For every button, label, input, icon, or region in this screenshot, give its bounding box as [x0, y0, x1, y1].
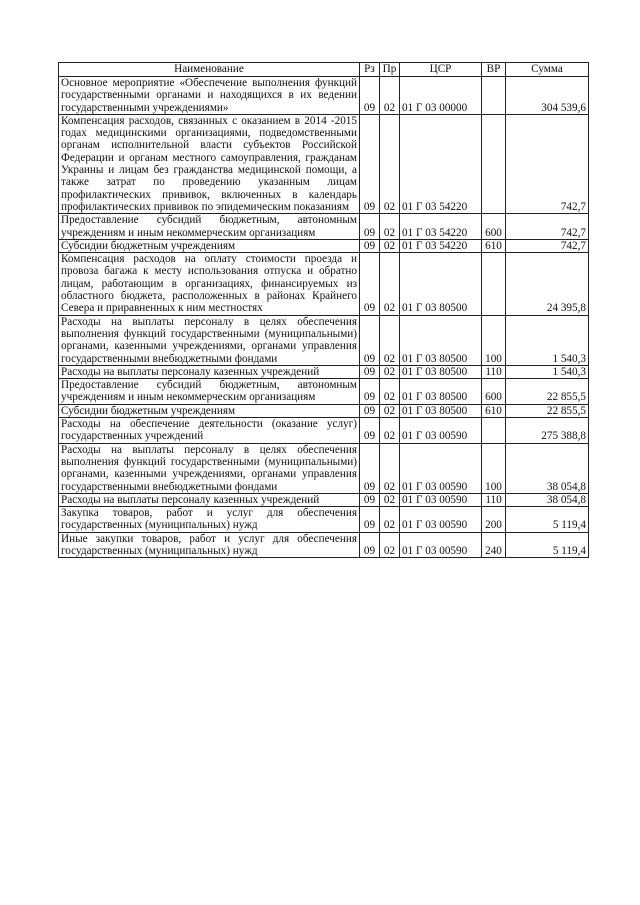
- row-vr: [482, 77, 506, 115]
- row-name: Предоставление субсидий бюджетным, автономным учреждениям и иным некоммерческим организациям: [59, 214, 360, 240]
- row-sum: 742,7: [506, 214, 589, 240]
- row-vr: [482, 114, 506, 213]
- row-sum: 742,7: [506, 114, 589, 213]
- row-vr: 240: [482, 532, 506, 558]
- row-pr: 02: [380, 315, 400, 365]
- row-rz: 09: [360, 239, 380, 252]
- row-vr: [482, 253, 506, 315]
- row-csr: 01 Г 03 80500: [400, 404, 482, 417]
- row-pr: 02: [380, 532, 400, 558]
- row-name: Расходы на выплаты персоналу в целях обеспечения выполнения функций государственными (муниципальными) органами, казенными учреждениями, органами управления государственными внебюджетными фондами: [59, 443, 360, 493]
- row-sum: 1 540,3: [506, 315, 589, 365]
- row-rz: 09: [360, 443, 380, 493]
- row-pr: 02: [380, 493, 400, 506]
- row-vr: 610: [482, 239, 506, 252]
- row-csr: 01 Г 03 80500: [400, 365, 482, 378]
- document-page: [58, 62, 588, 558]
- row-sum: 22 855,5: [506, 379, 589, 405]
- row-vr: 110: [482, 493, 506, 506]
- table-row: [59, 239, 589, 252]
- row-vr: 100: [482, 315, 506, 365]
- header-sum: Сумма: [506, 63, 589, 77]
- row-pr: 02: [380, 77, 400, 115]
- row-rz: 09: [360, 507, 380, 533]
- table-row: [59, 443, 589, 493]
- row-rz: 09: [360, 365, 380, 378]
- row-sum: 38 054,8: [506, 493, 589, 506]
- header-pr: Пр: [380, 63, 400, 77]
- row-name: Расходы на выплаты персоналу казенных учреждений: [59, 493, 360, 506]
- row-vr: 200: [482, 507, 506, 533]
- table-body: [59, 77, 589, 558]
- row-csr: 01 Г 03 80500: [400, 315, 482, 365]
- row-name: Расходы на выплаты персоналу в целях обеспечения выполнения функций государственными (муниципальными) органами, казенными учреждениями, органами управления государственными внебюджетными фондами: [59, 315, 360, 365]
- row-csr: 01 Г 03 00590: [400, 443, 482, 493]
- row-pr: 02: [380, 253, 400, 315]
- row-sum: 275 388,8: [506, 418, 589, 444]
- row-name: Предоставление субсидий бюджетным, автономным учреждениям и иным некоммерческим организациям: [59, 379, 360, 405]
- table-row: [59, 493, 589, 506]
- row-rz: 09: [360, 532, 380, 558]
- row-pr: 02: [380, 214, 400, 240]
- row-pr: 02: [380, 507, 400, 533]
- table-row: [59, 404, 589, 417]
- row-sum: 22 855,5: [506, 404, 589, 417]
- row-sum: 5 119,4: [506, 507, 589, 533]
- row-pr: 02: [380, 239, 400, 252]
- row-csr: 01 Г 03 80500: [400, 379, 482, 405]
- budget-table: [58, 62, 589, 558]
- row-csr: 01 Г 03 54220: [400, 239, 482, 252]
- row-name: Расходы на выплаты персоналу казенных учреждений: [59, 365, 360, 378]
- table-header: [59, 63, 589, 77]
- row-rz: 09: [360, 315, 380, 365]
- table-row: [59, 214, 589, 240]
- row-rz: 09: [360, 77, 380, 115]
- row-name: Закупка товаров, работ и услуг для обеспечения государственных (муниципальных) нужд: [59, 507, 360, 533]
- row-csr: 01 Г 03 54220: [400, 214, 482, 240]
- row-pr: 02: [380, 443, 400, 493]
- row-name: Компенсация расходов на оплату стоимости проезда и провоза багажа к месту использования отпуска и обратно лицам, работающим в организациях, финансируемых из областного бюджета, расположенных в районах Крайнего Севера и приравненных к ним местностях: [59, 253, 360, 315]
- table-row: [59, 77, 589, 115]
- row-vr: 600: [482, 379, 506, 405]
- row-vr: 100: [482, 443, 506, 493]
- row-rz: 09: [360, 114, 380, 213]
- table-row: [59, 379, 589, 405]
- row-sum: 742,7: [506, 239, 589, 252]
- row-csr: 01 Г 03 00000: [400, 77, 482, 115]
- row-vr: 610: [482, 404, 506, 417]
- row-vr: 600: [482, 214, 506, 240]
- table-row: [59, 114, 589, 213]
- row-rz: 09: [360, 379, 380, 405]
- row-vr: [482, 418, 506, 444]
- table-row: [59, 365, 589, 378]
- table-row: [59, 507, 589, 533]
- row-sum: 304 539,6: [506, 77, 589, 115]
- row-csr: 01 Г 03 00590: [400, 507, 482, 533]
- row-rz: 09: [360, 418, 380, 444]
- table-row: [59, 253, 589, 315]
- row-pr: 02: [380, 404, 400, 417]
- row-vr: 110: [482, 365, 506, 378]
- header-rz: Рз: [360, 63, 380, 77]
- row-pr: 02: [380, 365, 400, 378]
- row-rz: 09: [360, 214, 380, 240]
- row-rz: 09: [360, 493, 380, 506]
- header-row: [59, 63, 589, 77]
- row-sum: 5 119,4: [506, 532, 589, 558]
- row-name: Субсидии бюджетным учреждениям: [59, 239, 360, 252]
- row-pr: 02: [380, 418, 400, 444]
- row-csr: 01 Г 03 00590: [400, 493, 482, 506]
- row-rz: 09: [360, 404, 380, 417]
- table-row: [59, 532, 589, 558]
- row-csr: 01 Г 03 54220: [400, 114, 482, 213]
- row-name: Иные закупки товаров, работ и услуг для обеспечения государственных (муниципальных) нужд: [59, 532, 360, 558]
- row-csr: 01 Г 03 00590: [400, 418, 482, 444]
- header-csr: ЦСР: [400, 63, 482, 77]
- row-name: Расходы на обеспечение деятельности (оказание услуг) государственных учреждений: [59, 418, 360, 444]
- row-name: Компенсация расходов, связанных с оказанием в 2014 -2015 годах медицинскими организациями, подведомственными органам исполнительной власти субъектов Российской Федерации и органам местного самоуправления, гражданам Украины и лицам без гражданства медицинской помощи, а также затрат по проведению указанным лицам профилактических прививок, включенных в календарь профилактических прививок по эпидемическим показаниям: [59, 114, 360, 213]
- table-row: [59, 315, 589, 365]
- row-sum: 38 054,8: [506, 443, 589, 493]
- row-csr: 01 Г 03 00590: [400, 532, 482, 558]
- row-name: Основное мероприятие «Обеспечение выполнения функций государственными органами и находящихся в их ведении государственными учреждениями»: [59, 77, 360, 115]
- row-rz: 09: [360, 253, 380, 315]
- row-sum: 24 395,8: [506, 253, 589, 315]
- table-row: [59, 418, 589, 444]
- header-vr: ВР: [482, 63, 506, 77]
- row-sum: 1 540,3: [506, 365, 589, 378]
- row-pr: 02: [380, 379, 400, 405]
- row-name: Субсидии бюджетным учреждениям: [59, 404, 360, 417]
- row-csr: 01 Г 03 80500: [400, 253, 482, 315]
- header-name: Наименование: [59, 63, 360, 77]
- row-pr: 02: [380, 114, 400, 213]
